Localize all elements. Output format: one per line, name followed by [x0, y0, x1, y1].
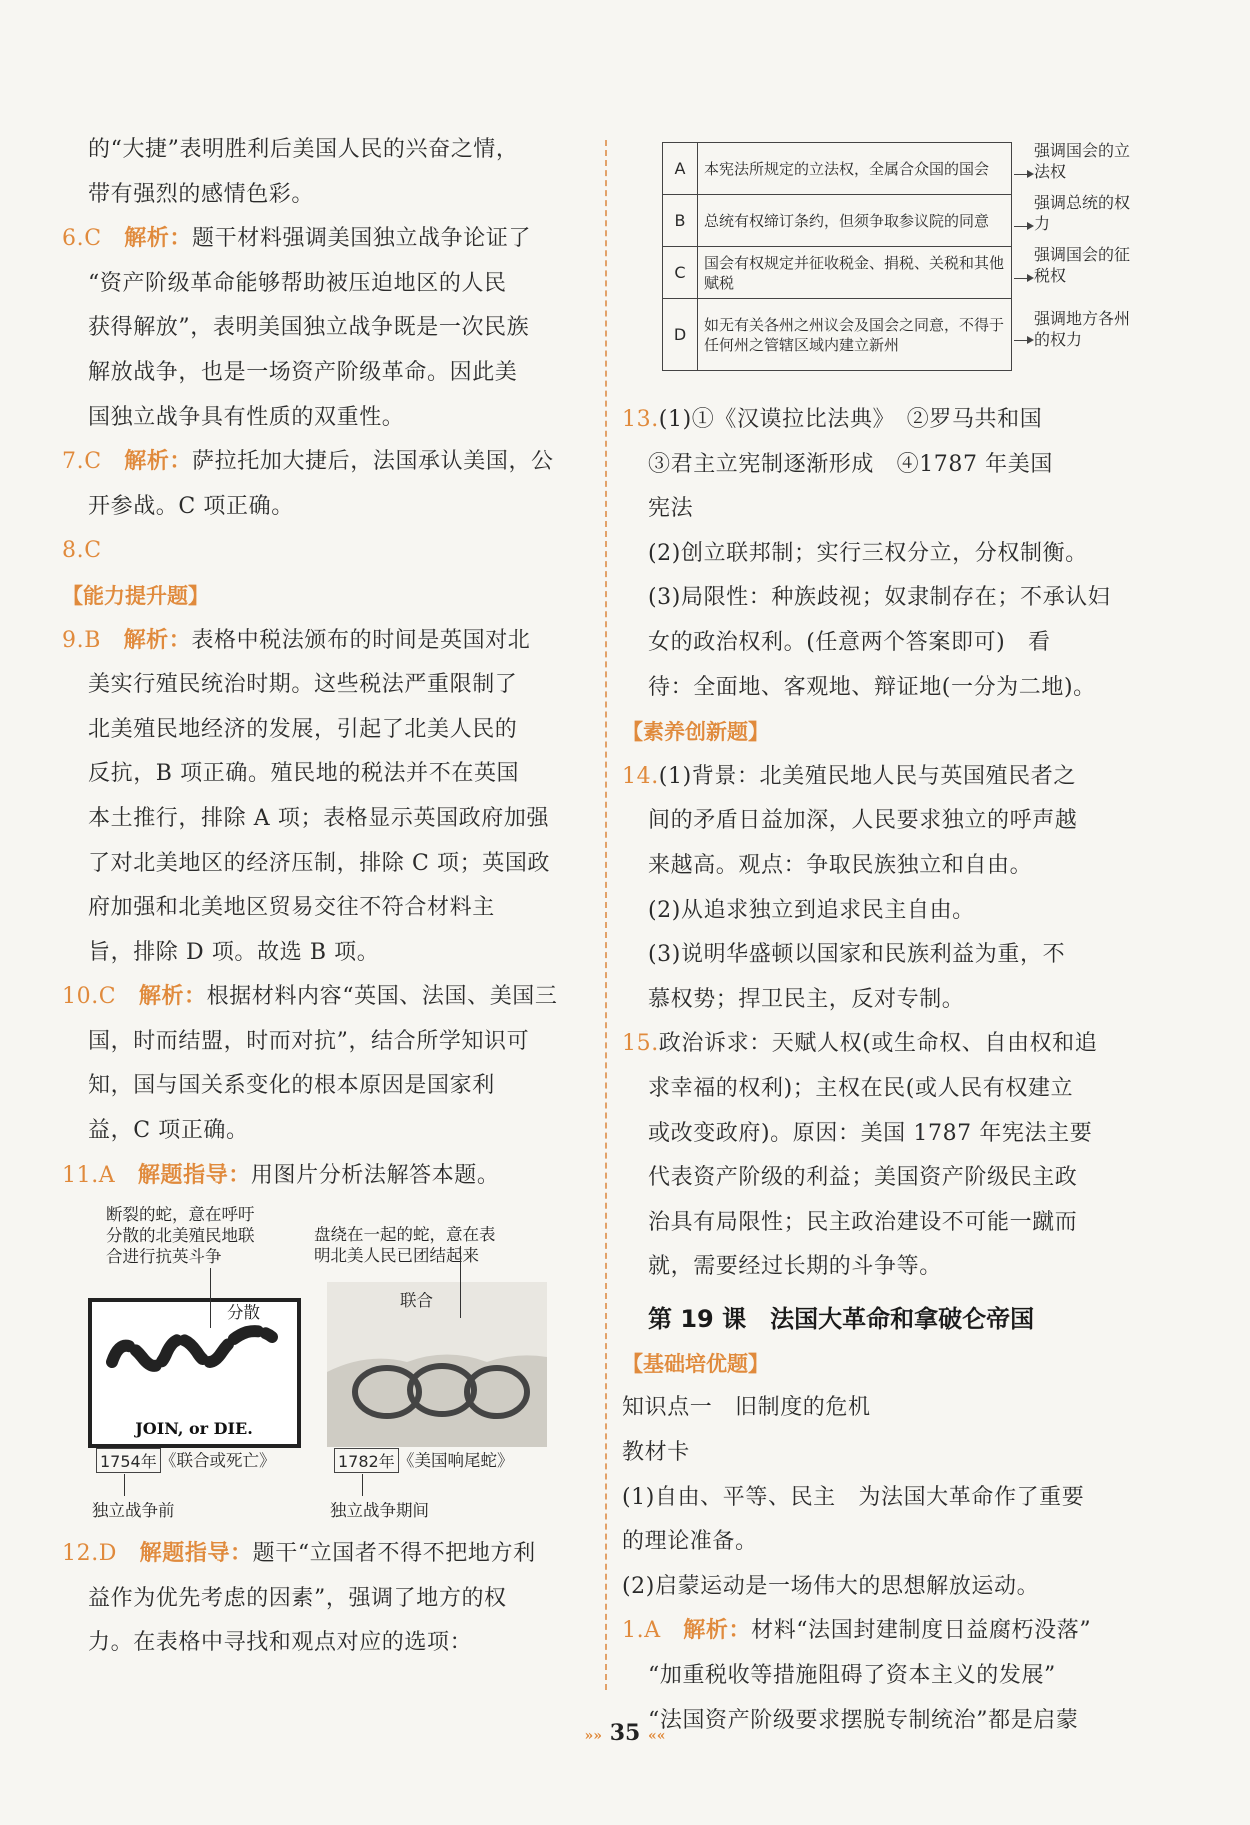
answer-11: 11.A 解题指导：用图片分析法解答本题。	[62, 1162, 500, 1188]
table-row: C 国会有权规定并征收税金、捐税、关税和其他赋税	[663, 247, 1012, 299]
answer-line: (3)局限性：种族歧视；奴隶制存在；不承认妇	[648, 585, 1111, 611]
card-line: (1)自由、平等、民主 为法国大革命作了重要	[622, 1484, 1085, 1510]
pointer-line	[460, 1246, 461, 1318]
answer-line: 开参战。C 项正确。	[88, 493, 294, 519]
guidance-label: 解题指导：	[139, 1541, 253, 1567]
svg-text:JOIN, or DIE.: JOIN, or DIE.	[135, 1419, 253, 1439]
table-row: A 本宪法所规定的立法权，全属合众国的国会	[663, 143, 1012, 195]
pointer-line	[210, 1268, 211, 1328]
arrow-icon	[1014, 226, 1032, 227]
answer-line: 美实行殖民统治时期。这些税法严重限制了	[88, 672, 518, 698]
answer-line: 益，C 项正确。	[88, 1118, 249, 1144]
american-rattlesnake-cartoon	[327, 1282, 547, 1447]
constitution-table	[662, 142, 1012, 371]
caption-coiled-snake: 盘绕在一起的蛇，意在表 明北美人民已团结起来	[314, 1225, 496, 1266]
ornament-icon: ««	[647, 1728, 666, 1744]
analysis-label: 解析：	[124, 449, 193, 475]
answer-line: 解放战争，也是一场资产阶级革命。因此美	[88, 359, 518, 385]
caption-split-snake: 断裂的蛇，意在呼吁 分散的北美殖民地联 合进行抗英斗争	[106, 1205, 255, 1267]
arrow-icon	[1014, 278, 1032, 279]
answer-14: 14.(1)背景：北美殖民地人民与英国殖民者之	[622, 763, 1076, 789]
knowledge-point: 知识点一 旧制度的危机	[622, 1395, 871, 1421]
textbook-card-label: 教材卡	[622, 1440, 690, 1466]
section-heading: 【能力提升题】	[62, 583, 209, 608]
arrow-icon	[1014, 174, 1032, 175]
section-heading: 【基础培优题】	[622, 1351, 769, 1376]
cartoon-title: 《美国响尾蛇》	[398, 1451, 514, 1471]
pointer-line	[124, 1474, 125, 1496]
answer-num: 6.C	[62, 226, 102, 252]
label-split: 分散	[227, 1303, 260, 1323]
ornament-icon: »»	[584, 1728, 603, 1744]
answer-line: 待：全面地、客观地、辩证地(一分为二地)。	[648, 674, 1096, 700]
table-note: 强调地方各州的权力	[1034, 309, 1131, 349]
answer-line: 就，需要经过长期的斗争等。	[648, 1254, 942, 1280]
answer-line: ③君主立宪制逐渐形成 ④1787 年美国	[648, 451, 1053, 477]
answer-line: 女的政治权利。(任意两个答案即可) 看	[648, 629, 1051, 655]
snake-cartoon-figure	[62, 1202, 592, 1532]
table-note: 强调国会的征税权	[1034, 245, 1131, 285]
period-label: 独立战争期间	[330, 1501, 429, 1521]
analysis-label: 解析：	[123, 627, 192, 653]
answer-line: 获得解放”，表明美国独立战争既是一次民族	[88, 315, 530, 341]
answer-line: 国，时而结盟，时而对抗”，结合所学知识可	[88, 1028, 530, 1054]
answer-7: 7.C 解析：萨拉托加大捷后，法国承认美国，公	[62, 449, 554, 475]
analysis-label: 解析：	[138, 984, 207, 1010]
arrow-icon	[1014, 340, 1032, 341]
table-note: 强调国会的立法权	[1034, 141, 1131, 181]
answer-line: 慕权势；捍卫民主，反对专制。	[648, 986, 965, 1012]
answer-line: “法国资产阶级要求摆脱专制统治”都是启蒙	[648, 1707, 1079, 1733]
analysis-label: 解析：	[683, 1618, 752, 1644]
answer-line: 或改变政府)。原因：美国 1787 年宪法主要	[648, 1120, 1093, 1146]
answer-line: 来越高。观点：争取民族独立和自由。	[648, 852, 1033, 878]
card-line: (2)启蒙运动是一场伟大的思想解放运动。	[622, 1573, 1040, 1599]
answer-line: 益作为优先考虑的因素”，强调了地方的权	[88, 1585, 507, 1611]
right-column	[622, 136, 1140, 1743]
answer-13: 13.(1)①《汉谟拉比法典》 ②罗马共和国	[622, 407, 1043, 432]
guidance-label: 解题指导：	[137, 1162, 251, 1188]
year-label: 1754年	[96, 1448, 161, 1473]
answer-line: “加重税收等措施阻碍了资本主义的发展”	[648, 1663, 1056, 1689]
answer-line: 宪法	[648, 496, 694, 522]
left-column	[62, 128, 592, 1666]
answer-line: (2)从追求独立到追求民主自由。	[648, 897, 975, 923]
answer-6: 6.C 解析：题干材料强调美国独立战争论证了	[62, 226, 532, 252]
constitution-table-block	[662, 136, 1140, 398]
answer-12: 12.D 解题指导：题干“立国者不得不把地方利	[62, 1541, 536, 1567]
answer-line: 间的矛盾日益加深，人民要求独立的呼声越	[648, 808, 1078, 834]
answer-line: 的“大捷”表明胜利后美国人民的兴奋之情，	[88, 137, 519, 162]
label-unite: 联合	[400, 1291, 433, 1311]
answer-line: 北美殖民地经济的发展，引起了北美人民的	[88, 716, 518, 742]
answer-15: 15.政治诉求：天赋人权(或生命权、自由权和追	[622, 1031, 1098, 1057]
table-row: D 如无有关各州之州议会及国会之同意，不得于任何州之管辖区域内建立新州	[663, 299, 1012, 371]
broken-snake-icon	[92, 1302, 297, 1444]
page-number: »» 35 ««	[584, 1720, 666, 1746]
answer-9: 9.B 解析：表格中税法颁布的时间是英国对北	[62, 627, 531, 653]
year-label: 1782年	[334, 1448, 399, 1473]
table-note: 强调总统的权力	[1034, 193, 1131, 233]
section-heading: 【素养创新题】	[622, 720, 769, 745]
pointer-line	[362, 1474, 363, 1496]
cartoon-title: 《联合或死亡》	[160, 1451, 276, 1471]
answer-line: 本土推行，排除 A 项；表格显示英国政府加强	[88, 805, 550, 831]
answer-line: 府加强和北美地区贸易交往不符合材料主	[88, 895, 495, 921]
answer-line: 带有强烈的感情色彩。	[88, 181, 315, 207]
answer-1: 1.A 解析：材料“法国封建制度日益腐朽没落”	[622, 1618, 1092, 1644]
lesson-title: 第 19 课 法国大革命和拿破仑帝国	[648, 1304, 1035, 1333]
answer-line: (2)创立联邦制；实行三权分立，分权制衡。	[648, 540, 1088, 566]
join-or-die-cartoon	[88, 1298, 301, 1448]
answer-line: 力。在表格中寻找和观点对应的选项：	[88, 1630, 473, 1656]
answer-line: 国独立战争具有性质的双重性。	[88, 404, 405, 430]
answer-line: 了对北美地区的经济压制，排除 C 项；英国政	[88, 850, 551, 876]
answer-line: 旨，排除 D 项。故选 B 项。	[88, 939, 380, 965]
answer-8: 8.C	[62, 538, 102, 564]
analysis-label: 解析：	[124, 226, 193, 252]
column-divider	[605, 140, 607, 1690]
table-row: B 总统有权缔订条约，但须争取参议院的同意	[663, 195, 1012, 247]
answer-line: 反抗，B 项正确。殖民地的税法并不在英国	[88, 761, 520, 787]
answer-line: 知，国与国关系变化的根本原因是国家利	[88, 1073, 495, 1099]
answer-line: 治具有局限性；民主政治建设不可能一蹴而	[648, 1209, 1078, 1235]
card-line: 的理论准备。	[622, 1529, 758, 1555]
period-label: 独立战争前	[92, 1501, 175, 1521]
answer-line: (3)说明华盛顿以国家和民族利益为重，不	[648, 942, 1066, 968]
answer-line: 求幸福的权利)；主权在民(或人民有权建立	[648, 1075, 1074, 1101]
answer-10: 10.C 解析：根据材料内容“英国、法国、美国三	[62, 984, 558, 1010]
coiled-snake-icon	[327, 1282, 547, 1447]
answer-line: 代表资产阶级的利益；美国资产阶级民主政	[648, 1165, 1078, 1191]
answer-line: “资产阶级革命能够帮助被压迫地区的人民	[88, 270, 507, 296]
